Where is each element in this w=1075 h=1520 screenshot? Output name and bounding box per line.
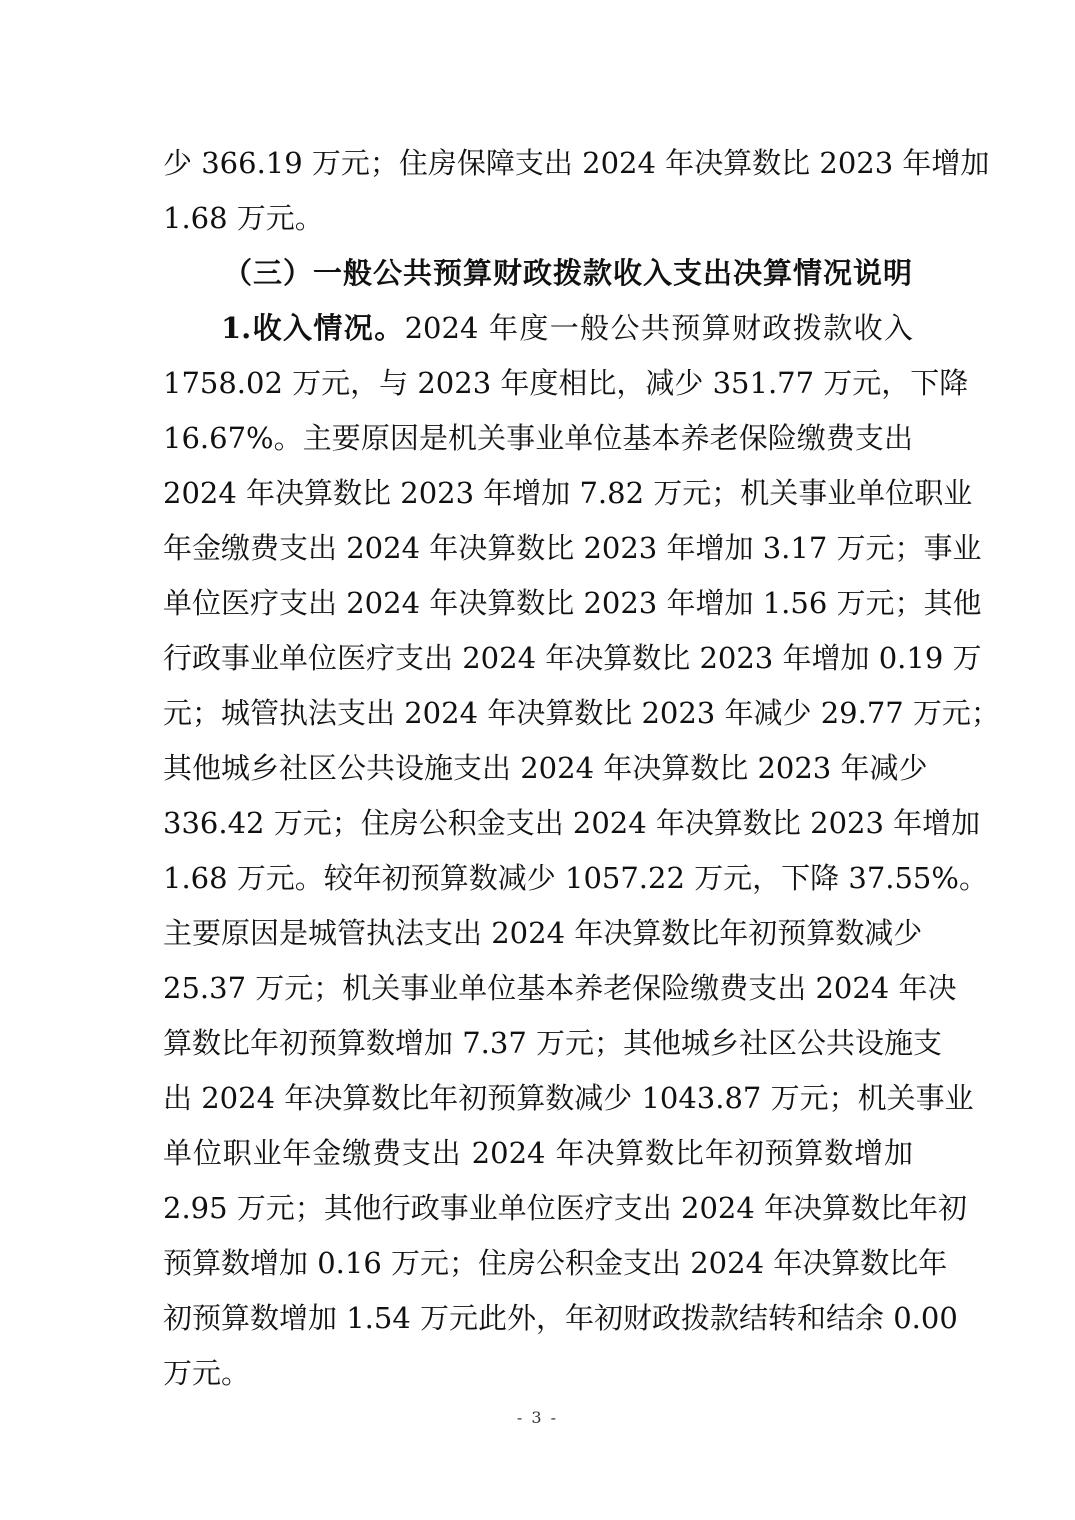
text-line: 万元。: [163, 1356, 251, 1390]
paragraph-lead: 1.收入情况。: [221, 311, 405, 345]
paragraph-first-rest: 2024 年度一般公共预算财政拨款收入: [404, 311, 913, 345]
text-line: 1758.02 万元，与 2023 年度相比，减少 351.77 万元，下降: [163, 366, 969, 400]
text-line: 算数比年初预算数增加 7.37 万元；其他城乡社区公共设施支: [163, 1026, 943, 1060]
paragraph-first-line: [163, 301, 913, 356]
text-line: 初预算数增加 1.54 万元此外，年初财政拨款结转和结余 0.00: [163, 1301, 958, 1335]
text-line: 25.37 万元；机关事业单位基本养老保险缴费支出 2024 年决: [163, 971, 957, 1005]
text-line: 2.95 万元；其他行政事业单位医疗支出 2024 年决算数比年初: [163, 1191, 968, 1225]
text-line: 年金缴费支出 2024 年决算数比 2023 年增加 3.17 万元；事业: [163, 531, 982, 565]
text-line: 16.67%。主要原因是机关事业单位基本养老保险缴费支出: [163, 421, 913, 455]
text-line: 少 366.19 万元；住房保障支出 2024 年决算数比 2023 年增加: [163, 146, 990, 180]
text-line: 336.42 万元；住房公积金支出 2024 年决算数比 2023 年增加: [163, 806, 981, 840]
text-line: 2024 年决算数比 2023 年增加 7.82 万元；机关事业单位职业: [163, 476, 973, 510]
text-line: 1.68 万元。: [163, 201, 324, 235]
text-line: 其他城乡社区公共设施支出 2024 年决算数比 2023 年减少: [163, 751, 928, 785]
text-line: 单位职业年金缴费支出 2024 年决算数比年初预算数增加: [163, 1136, 913, 1170]
text-line: 元；城管执法支出 2024 年决算数比 2023 年减少 29.77 万元；: [163, 696, 1000, 730]
body-text: [163, 136, 1000, 1401]
text-line: 预算数增加 0.16 万元；住房公积金支出 2024 年决算数比年: [163, 1246, 948, 1280]
section-heading: （三）一般公共预算财政拨款收入支出决算情况说明: [223, 256, 914, 290]
text-line: 单位医疗支出 2024 年决算数比 2023 年增加 1.56 万元；其他: [163, 586, 982, 620]
text-line: 行政事业单位医疗支出 2024 年决算数比 2023 年增加 0.19 万: [163, 641, 982, 675]
page-number: - 3 -: [516, 1408, 559, 1427]
text-line: 出 2024 年决算数比年初预算数减少 1043.87 万元；机关事业: [163, 1081, 974, 1115]
text-line: 1.68 万元。较年初预算数减少 1057.22 万元，下降 37.55%。: [163, 861, 988, 895]
text-line: 主要原因是城管执法支出 2024 年决算数比年初预算数减少: [163, 916, 923, 950]
